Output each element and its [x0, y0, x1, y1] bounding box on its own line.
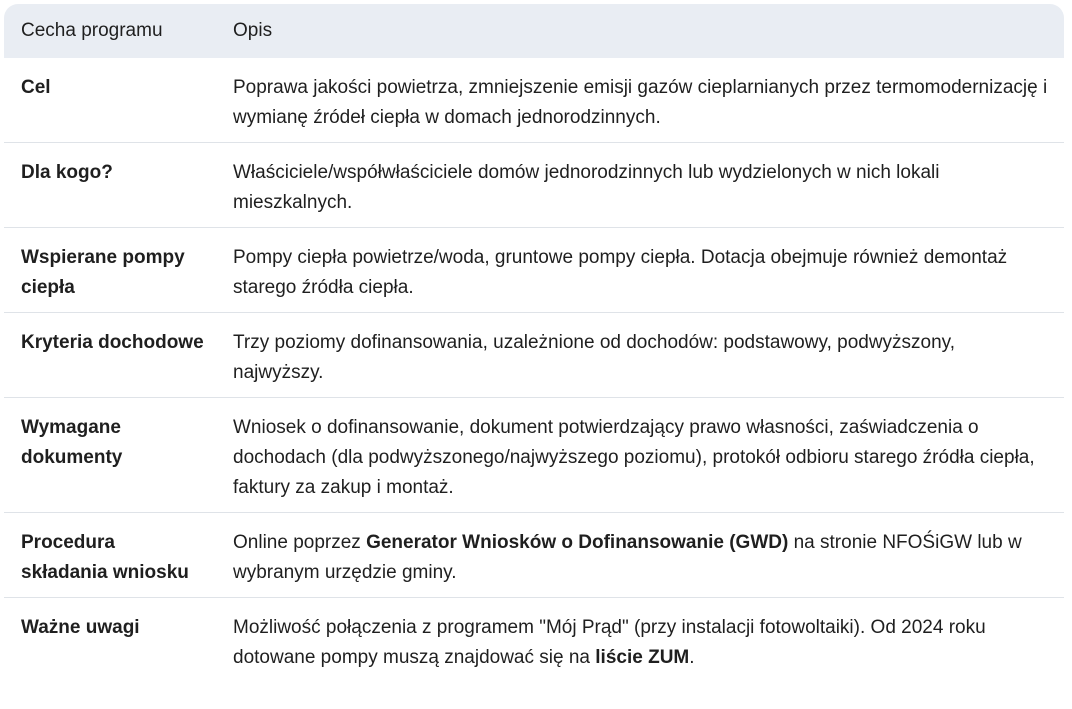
program-features-table	[4, 4, 1064, 682]
table-row	[4, 313, 1064, 398]
description-text-end: .	[689, 647, 695, 668]
table-row	[4, 513, 1064, 598]
table-row	[4, 143, 1064, 228]
row-feature-label: Kryteria dochodowe	[4, 313, 216, 398]
table-body	[4, 58, 1064, 682]
row-description	[216, 228, 1064, 313]
row-description	[216, 313, 1064, 398]
description-text: Trzy poziomy dofinansowania, uzależnione od dochodów: podstawowy, podwyższony, najwyższy.	[233, 332, 956, 383]
table-row	[4, 58, 1064, 143]
header-description: Opis	[233, 20, 273, 41]
row-description	[216, 598, 1064, 683]
description-text-end: na stronie NFOŚiGW lub w wybranym urzędzie gminy.	[233, 532, 1022, 583]
description-text: Wniosek o dofinansowanie, dokument potwierdzający prawo własności, zaświadczenia o dochodach (dla podwyższonego/najwyższego poziomu), protokół odbioru starego źródła ciepła, faktury za zakup i montaż.	[233, 417, 1035, 498]
table-row	[4, 398, 1064, 513]
description-bold-text: liście ZUM	[595, 647, 690, 668]
table-row	[4, 598, 1064, 683]
row-feature-label: Wspierane pompy ciepła	[4, 228, 216, 313]
description-text: Właściciele/współwłaściciele domów jednorodzinnych lub wydzielonych w nich lokali mieszkalnych.	[233, 162, 940, 213]
table-header	[4, 4, 1064, 58]
row-description	[216, 143, 1064, 228]
description-text: Możliwość połączenia z programem "Mój Prąd" (przy instalacji fotowoltaiki). Od 2024 roku dotowane pompy muszą znajdować się na	[233, 617, 986, 668]
table-row	[4, 228, 1064, 313]
row-description	[216, 58, 1064, 143]
header-feature: Cecha programu	[21, 20, 163, 41]
row-feature-label: Ważne uwagi	[21, 617, 140, 638]
row-feature-label: Dla kogo?	[4, 143, 216, 228]
description-text: Pompy ciepła powietrze/woda, gruntowe pompy ciepła. Dotacja obejmuje również demontaż starego źródła ciepła.	[233, 247, 1008, 298]
row-feature-label: Procedura składania wniosku	[4, 513, 216, 598]
description-text: Online poprzez	[233, 532, 367, 553]
header-row	[4, 4, 1064, 58]
row-feature-label: Wymagane dokumenty	[4, 398, 216, 513]
comparison-table-container	[4, 4, 1064, 682]
row-description	[216, 513, 1064, 598]
description-text: Poprawa jakości powietrza, zmniejszenie emisji gazów cieplarnianych przez termomodernizację i wymianę źródeł ciepła w domach jednorodzinnych.	[233, 77, 1048, 128]
row-description	[216, 398, 1064, 513]
row-feature-label: Cel	[4, 58, 216, 143]
description-bold-text: Generator Wniosków o Dofinansowanie (GWD)	[366, 532, 789, 553]
